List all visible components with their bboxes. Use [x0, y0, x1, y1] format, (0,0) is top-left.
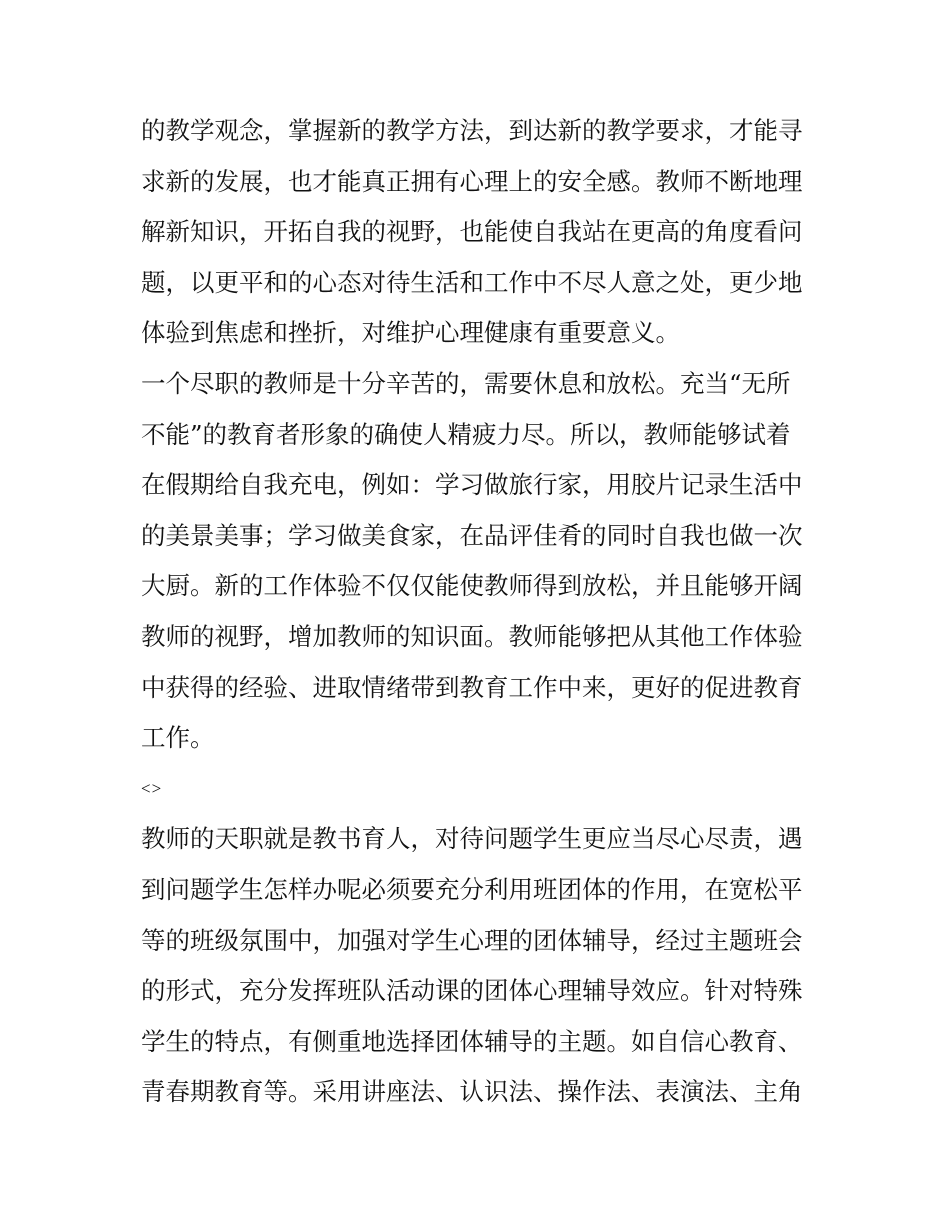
paragraph-2	[141, 359, 821, 764]
section-marker: <>	[141, 778, 163, 798]
text-line: 教师的天职就是教书育人，对待问题学生更应当尽心尽责，遇	[141, 824, 803, 854]
text-line: 大厨。新的工作体验不仅仅能使教师得到放松，并且能够开阔	[141, 571, 803, 601]
text-line: 不能”的教育者形象的确使人精疲力尽。所以，教师能够试着	[141, 419, 791, 449]
text-line: 一个尽职的教师是十分辛苦的，需要休息和放松。充当“无所	[141, 368, 791, 398]
text-line: 解新知识，开拓自我的视野，也能使自我站在更高的角度看问	[141, 217, 803, 247]
text-line: 题，以更平和的心态对待生活和工作中不尽人意之处，更少地	[141, 267, 803, 297]
text-line: 中获得的经验、进取情绪带到教育工作中来，更好的促进教育	[141, 672, 803, 702]
text-line: 体验到焦虑和挫折，对维护心理健康有重要意义。	[141, 318, 680, 348]
text-line: 的形式，充分发挥班队活动课的团体心理辅导效应。针对特殊	[141, 976, 803, 1006]
text-line: 在假期给自我充电，例如：学习做旅行家，用胶片记录生活中	[141, 470, 803, 500]
paragraph-1	[141, 106, 821, 359]
text-line: 等的班级氛围中，加强对学生心理的团体辅导，经过主题班会	[141, 925, 803, 955]
text-line: 教师的视野，增加教师的知识面。教师能够把从其他工作体验	[141, 621, 803, 651]
text-line: 学生的特点，有侧重地选择团体辅导的主题。如自信心教育、	[141, 1026, 803, 1056]
text-line: 到问题学生怎样办呢必须要充分利用班团体的作用，在宽松平	[141, 874, 803, 904]
text-line: 的美景美事；学习做美食家，在品评佳肴的同时自我也做一次	[141, 520, 803, 550]
text-line: 求新的发展，也才能真正拥有心理上的安全感。教师不断地理	[141, 166, 803, 196]
document-body	[141, 106, 821, 1118]
text-line: 的教学观念，掌握新的教学方法，到达新的教学要求，才能寻	[141, 116, 803, 145]
text-line: 工作。	[141, 723, 215, 753]
paragraph-3	[141, 814, 821, 1118]
text-line: 青春期教育等。采用讲座法、认识法、操作法、表演法、主角	[141, 1077, 803, 1107]
